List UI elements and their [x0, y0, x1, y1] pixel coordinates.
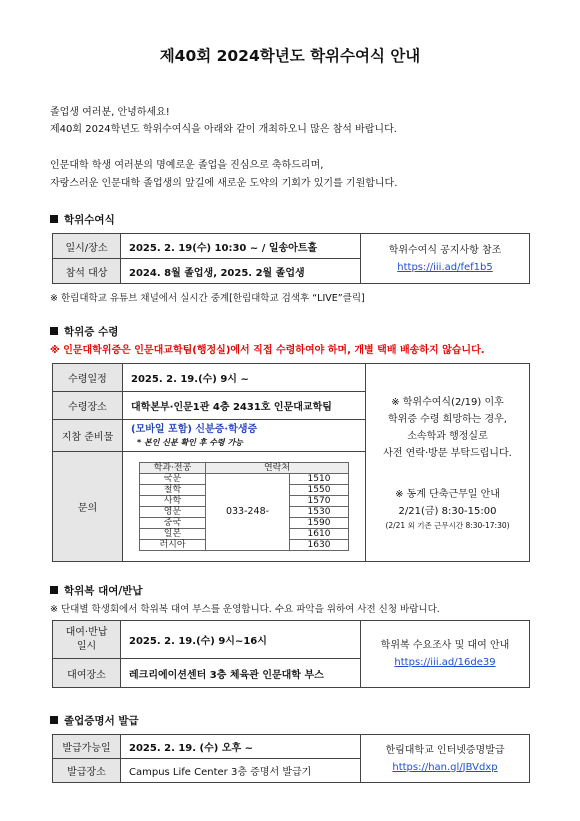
certificate-side-text: 한림대학교 인터넷증명발급: [385, 744, 505, 756]
contact-dept: 영문: [140, 507, 206, 518]
diploma-value: (모바일 포함) 신분증·학생증: [131, 423, 258, 435]
diploma-side-info: [366, 364, 530, 562]
gown-side-text: 학위복 수요조사 및 대여 안내: [380, 640, 510, 651]
section-heading-text: 학위수여식: [64, 214, 115, 226]
certificate-table: [52, 734, 530, 783]
diploma-value: 2025. 2. 19.(수) 9시 ~: [123, 364, 366, 392]
bullet-square-icon: [50, 327, 58, 335]
contact-dept: 러시아: [140, 540, 206, 551]
section-heading-text: 졸업증명서 발급: [64, 715, 139, 727]
contact-dept: 일본: [140, 529, 206, 540]
ceremony-side-text: 학위수여식 공지사항 참조: [388, 244, 502, 256]
diploma-label: 문의: [53, 452, 123, 562]
section-heading-diploma: [50, 324, 118, 339]
diploma-label: 수령장소: [53, 392, 123, 420]
diploma-table: [52, 363, 530, 562]
section-heading-ceremony: [50, 212, 115, 227]
contact-ext: 1570: [290, 496, 349, 507]
gown-label-line: 대여·반납: [65, 626, 108, 638]
gown-table: [52, 620, 530, 688]
certificate-value: Campus Life Center 3층 증명서 발급기: [121, 759, 361, 783]
ceremony-value: 2025. 2. 19(수) 10:30 ~ / 일송아트홀: [121, 234, 361, 259]
diploma-value-cell: [123, 420, 366, 452]
gown-label-line: 일시: [76, 640, 97, 652]
intro-line: 인문대학 학생 여러분의 명예로운 졸업을 진심으로 축하드리며,: [50, 160, 324, 171]
section-heading-certificate: [50, 713, 139, 728]
certificate-value: 2025. 2. 19. (수) 오후 ~: [121, 735, 361, 759]
ceremony-notice-link[interactable]: https://iii.ad/fef1b5: [397, 261, 493, 273]
contact-header: 학과·전공: [140, 463, 206, 474]
diploma-label: 수령일정: [53, 364, 123, 392]
bullet-square-icon: [50, 716, 58, 724]
diploma-warning: ※ 인문대학위증은 인문대교학팀(행정실)에서 직접 수령하여야 하며, 개별 택배 배송하지 않습니다.: [50, 345, 485, 356]
side-line: 학위증 수령 희망하는 경우,: [388, 413, 507, 425]
certificate-label: 발급가능일: [53, 735, 121, 759]
intro-line: 자랑스러운 인문대학 졸업생의 앞길에 새로운 도약의 기회가 있기를 기원합니다.: [50, 178, 398, 189]
contact-ext: 1610: [290, 529, 349, 540]
gown-side-info: [361, 621, 530, 688]
gown-survey-link[interactable]: https://iii.ad/16de39: [394, 657, 496, 668]
side-line: ※ 학위수여식(2/19) 이후: [391, 396, 504, 408]
intro-line: 제40회 2024학년도 학위수여식을 아래와 같이 개최하오니 많은 참석 바랍니다.: [50, 124, 397, 135]
contact-dept: 국문: [140, 474, 206, 485]
page-title: 제40회 2024학년도 학위수여식 안내: [159, 47, 421, 65]
contact-table: [139, 462, 349, 551]
ceremony-note: ※ 한림대학교 유튜브 채널에서 실시간 중계[한림대학교 검색후 “LIVE”클릭]: [50, 293, 365, 304]
diploma-value: 대학본부·인문1관 4층 2431호 인문대교학팀: [123, 392, 366, 420]
contact-ext: 1510: [290, 474, 349, 485]
contact-dept: 사학: [140, 496, 206, 507]
contact-ext: 1530: [290, 507, 349, 518]
contact-cell: [123, 452, 366, 562]
intro-greeting: 졸업생 여러분, 안녕하세요!: [50, 107, 170, 118]
ceremony-label: 일시/장소: [53, 234, 121, 259]
contact-ext: 1630: [290, 540, 349, 551]
contact-dept: 철학: [140, 485, 206, 496]
ceremony-side-info: [361, 234, 530, 284]
gown-label: [53, 621, 121, 659]
contact-header: 연락처: [206, 463, 349, 474]
gown-note: ※ 단대별 학생회에서 학위복 대여 부스를 운영합니다. 수요 파악을 위하여 사전 신청 바랍니다.: [50, 604, 440, 615]
side-line: 소속학과 행정실로: [407, 430, 488, 442]
ceremony-value: 2024. 8월 졸업생, 2025. 2월 졸업생: [121, 259, 361, 284]
section-heading-text: 학위증 수령: [64, 326, 119, 338]
contact-ext: 1550: [290, 485, 349, 496]
gown-value: 레크리에이션센터 3층 체육관 인문대학 부스: [121, 659, 361, 688]
diploma-label: 지참 준비물: [53, 420, 123, 452]
bullet-square-icon: [50, 586, 58, 594]
side-line: 사전 연락·방문 부탁드립니다.: [383, 447, 512, 459]
ceremony-table: [52, 233, 530, 284]
ceremony-label: 참석 대상: [53, 259, 121, 284]
section-heading-text: 학위복 대여/반납: [64, 585, 143, 597]
bullet-square-icon: [50, 215, 58, 223]
contact-dept: 중국: [140, 518, 206, 529]
side-line: 2/21(금) 8:30-15:00: [398, 505, 497, 517]
side-line: ※ 동계 단축근무일 안내: [395, 488, 500, 500]
gown-label: 대여장소: [53, 659, 121, 688]
certificate-label: 발급장소: [53, 759, 121, 783]
gown-value: 2025. 2. 19.(수) 9시~16시: [121, 621, 361, 659]
section-heading-gown: [50, 583, 143, 598]
contact-prefix: 033-248-: [206, 474, 290, 551]
diploma-subnote: * 본인 신분 확인 후 수령 가능: [137, 437, 243, 447]
certificate-side-info: [361, 735, 530, 783]
contact-ext: 1590: [290, 518, 349, 529]
side-line: (2/21 외 기존 근무시간 8:30-17:30): [385, 520, 510, 530]
certificate-link[interactable]: https://han.gl/JBVdxp: [392, 761, 498, 773]
